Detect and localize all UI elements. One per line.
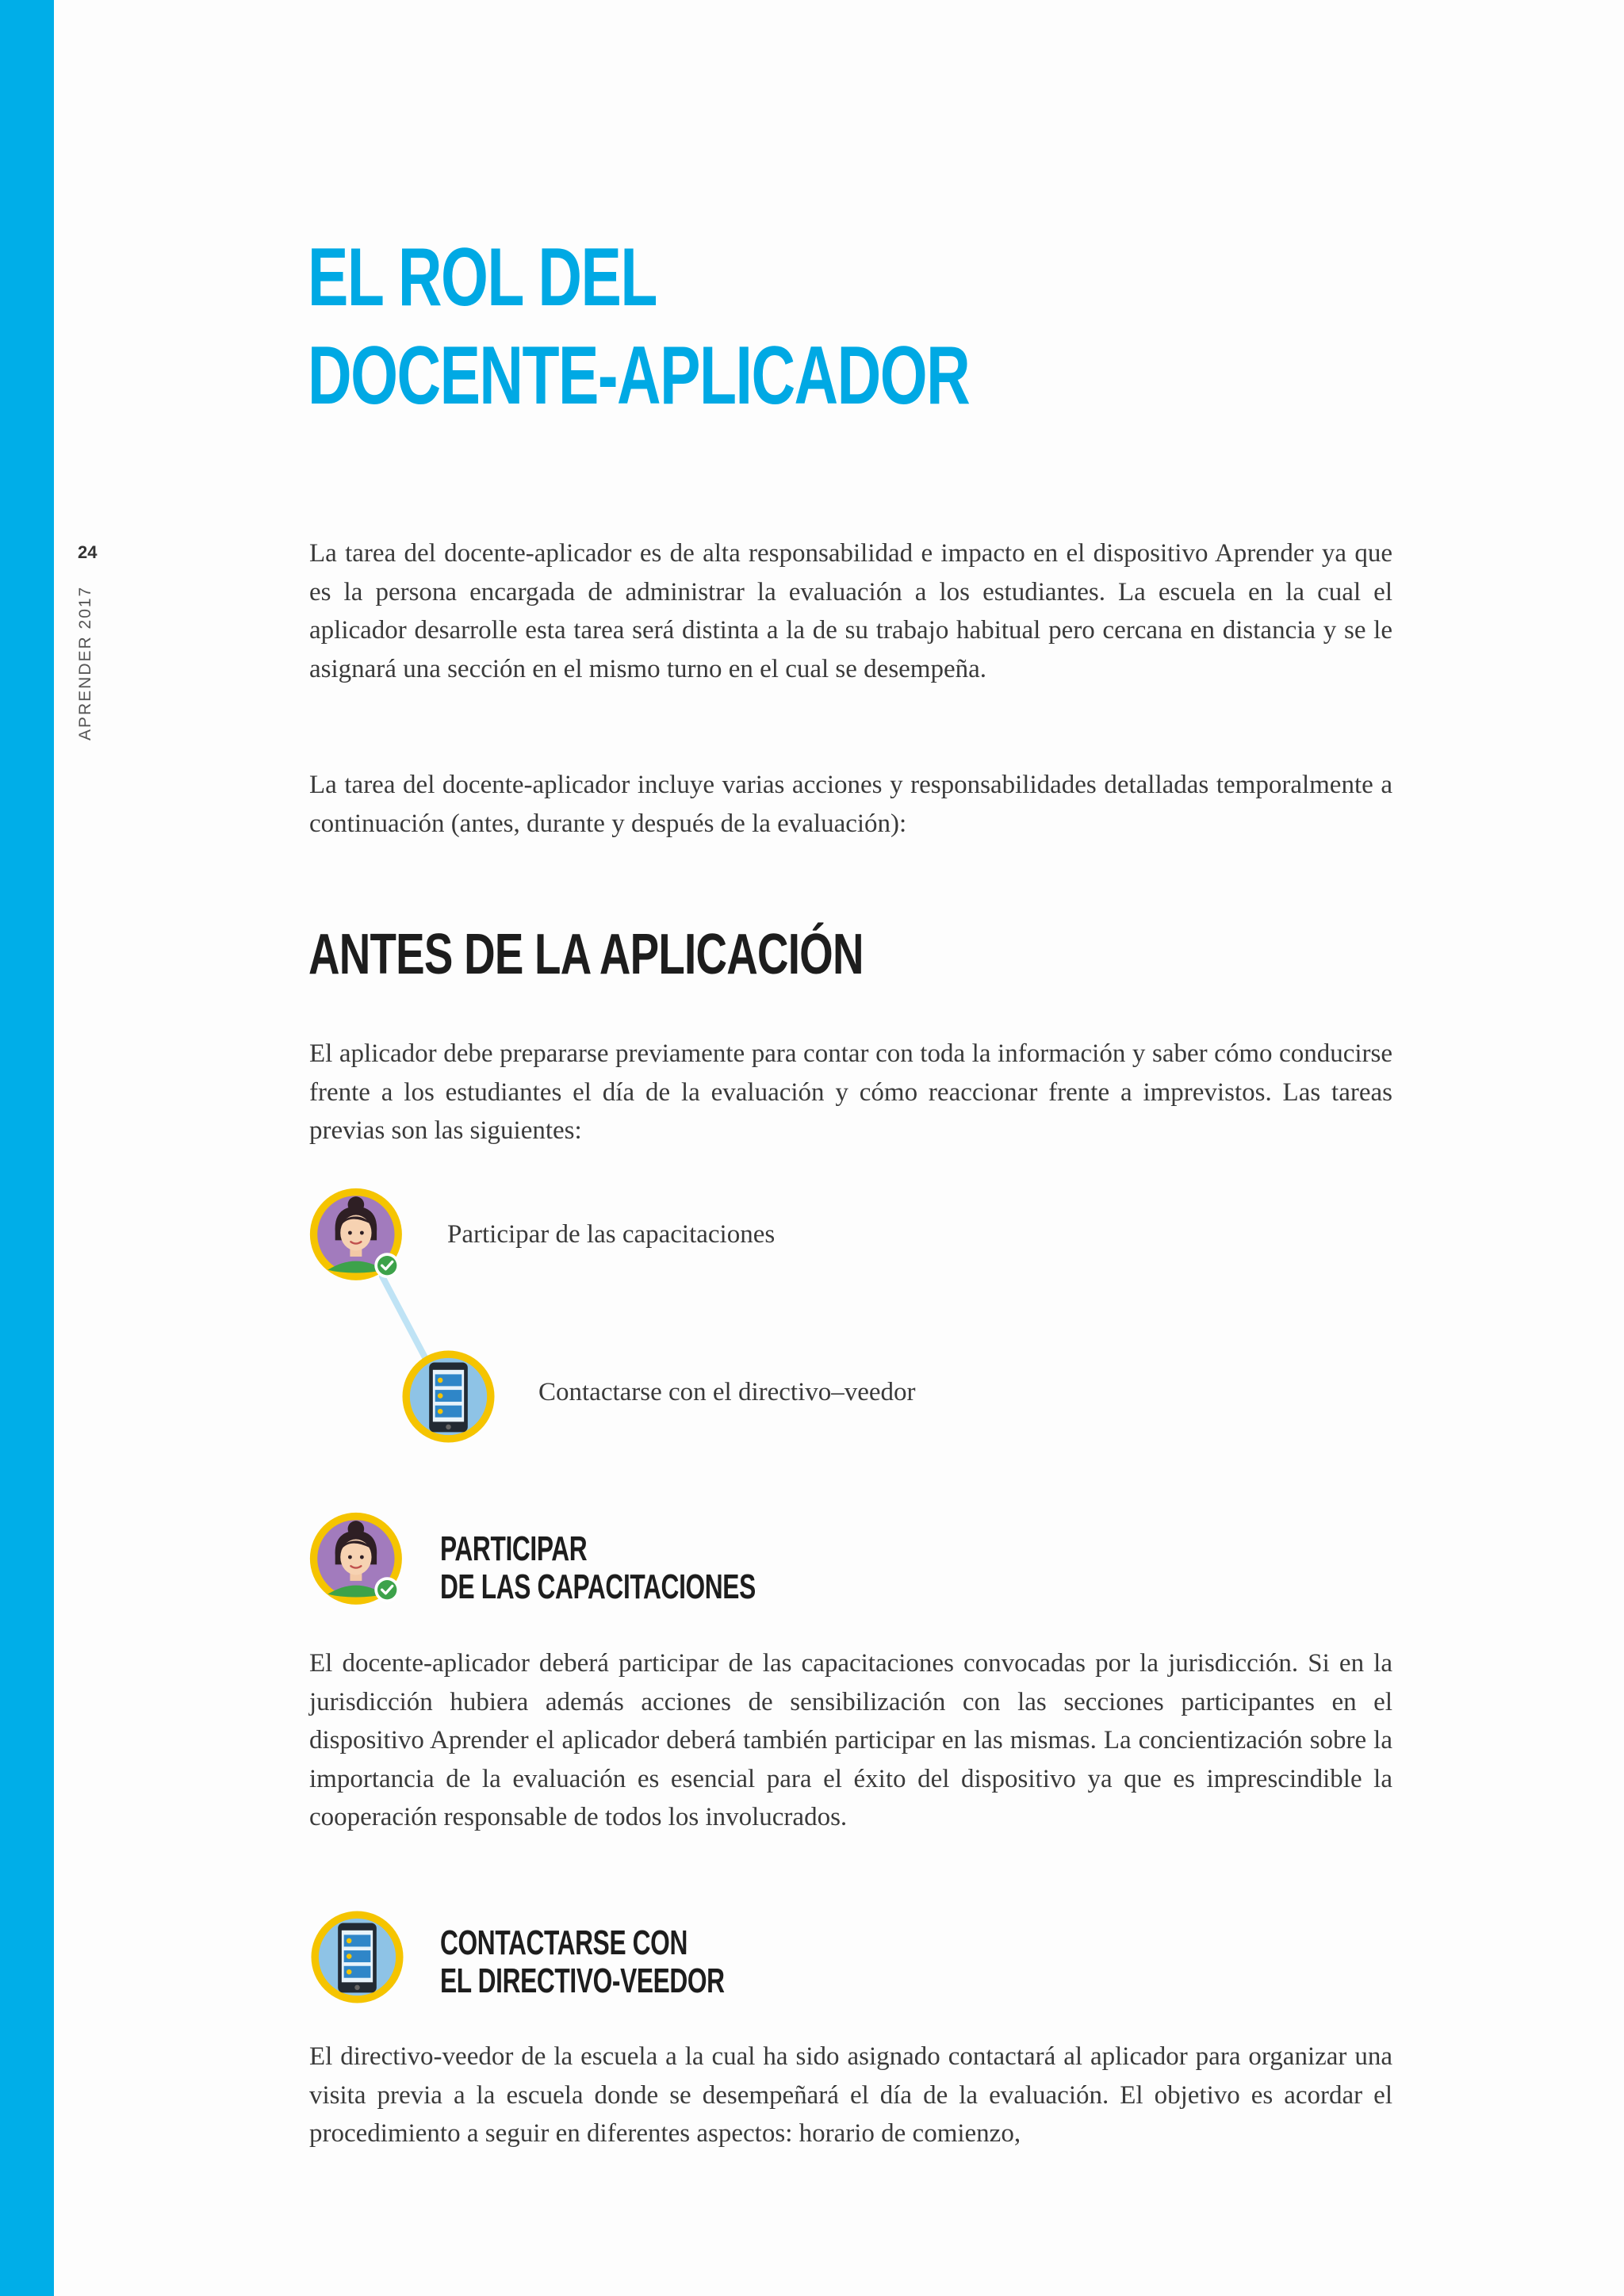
page-title-line1: EL ROL DEL [308,232,657,323]
participar-paragraph: El docente-aplicador deberá participar de las capacitaciones convocadas por la jurisdicción. Si en la jurisdicción hubiera además acciones de sensibilización con las secciones participantes en el dispositivo Aprender el aplicador deberá también participar en las mismas. La concientización sobre la importancia de la evaluación es esencial para el éxito del dispositivo ya que es imprescindible la cooperación responsable de todos los involucrados. [309,1649,1392,1831]
page-number: 24 [78,542,98,562]
teacher-avatar-icon [308,1187,412,1291]
intro-paragraph-1: La tarea del docente-aplicador es de alta responsabilidad e impacto en el dispositivo Aprender ya que es la persona encargada de administrar la evaluación a los estudiantes. La escuela en la cual el aplicador desarrolle esta tarea será distinta a la de su trabajo habitual pero cercana en distancia y se le asignará una sección en el mismo turno en el cual se desempeña. [309,539,1392,683]
contactarse-paragraph: El directivo-veedor de la escuela a la cual ha sido asignado contactará al aplicador para organizar una visita previa a la escuela donde se desempeñará el día de la evaluación. El objetivo es acordar el procedimiento a seguir en diferentes aspectos: horario de comienzo, [309,2042,1392,2148]
section-heading-antes: ANTES DE LA APLICACIÓN [308,923,864,986]
subheading-participar [440,1530,756,1606]
smartphone-icon [396,1345,500,1448]
page-title [308,228,969,425]
subheading-participar-line1: PARTICIPAR [440,1529,588,1568]
running-head: APRENDER 2017 [76,585,94,740]
subheading-contactarse [440,1924,725,2000]
smartphone-icon [305,1905,409,2009]
side-accent-bar [0,0,54,2296]
step-label-participar: Participar de las capacitaciones [447,1220,776,1249]
intro-paragraph-2: La tarea del docente-aplicador incluye varias acciones y responsabilidades detalladas temporalmente a continuación (antes, durante y después de la evaluación): [309,771,1392,838]
subheading-participar-line2: DE LAS CAPACITACIONES [440,1567,756,1606]
subheading-contactarse-line2: EL DIRECTIVO-VEEDOR [440,1961,725,2000]
subheading-contactarse-line1: CONTACTARSE CON [440,1923,688,1962]
antes-paragraph: El aplicador debe prepararse previamente para contar con toda la información y saber cómo conducirse frente a los estudiantes el día de la evaluación y cómo reaccionar frente a imprevistos. Las tareas previas son las siguientes: [309,1039,1392,1145]
page-title-line2: DOCENTE-APLICADOR [308,330,970,422]
step-label-contactarse: Contactarse con el directivo–veedor [538,1378,916,1406]
teacher-avatar-icon [308,1511,412,1615]
